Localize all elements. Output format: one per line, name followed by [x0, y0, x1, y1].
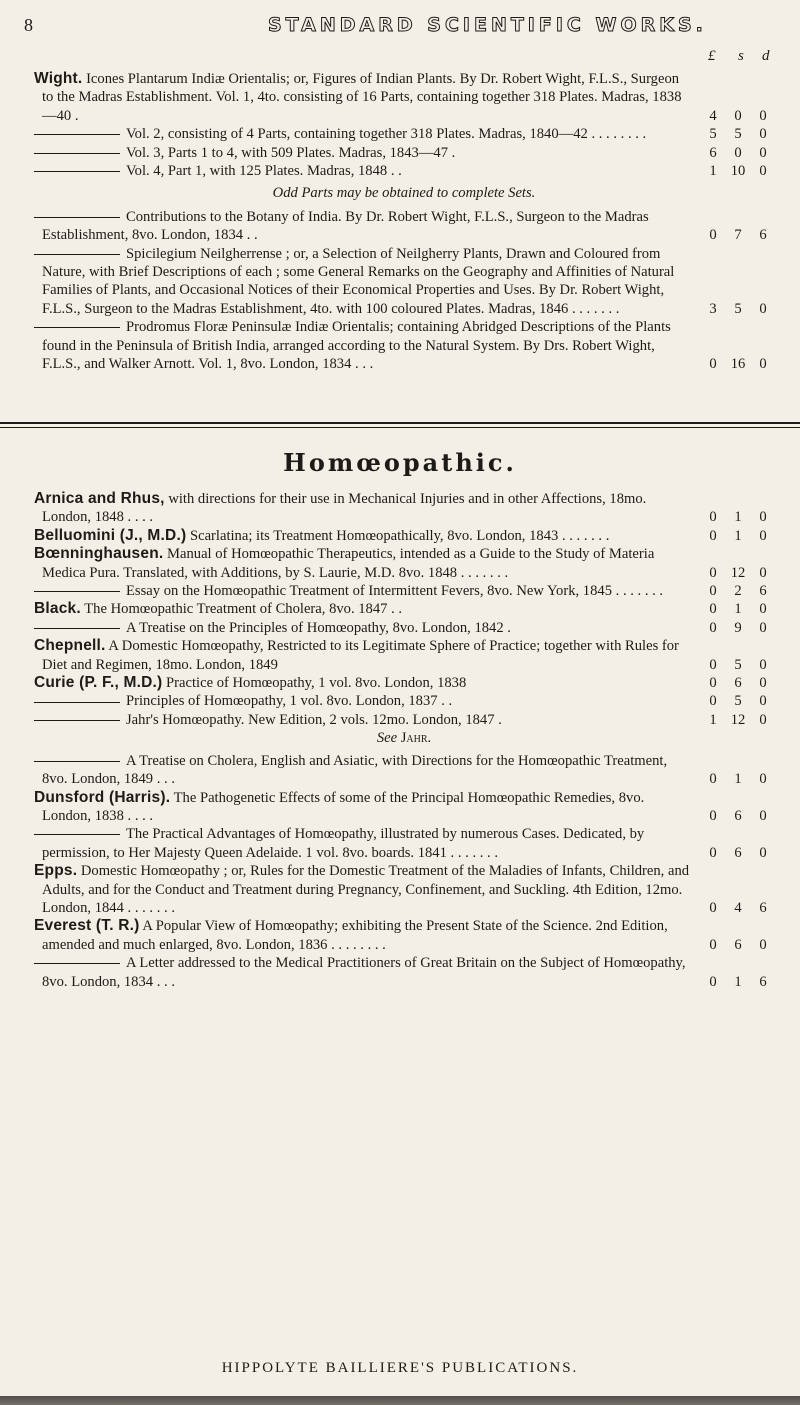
currency-header-pence: d: [762, 48, 770, 64]
entry-description: A Popular View of Homœopathy; exhibiting the Present State of the Science. 2nd Edition, amended and much enlarged, 8vo. London, 1836 . . . . . . . .: [42, 918, 668, 953]
entry-description: Practice of Homœopathy, 1 vol. 8vo. London, 1838: [166, 675, 467, 692]
entry-author: Curie (P. F., M.D.): [34, 674, 163, 692]
entry-text-block: [34, 862, 692, 917]
ditto-dash: [34, 591, 120, 592]
entry-text-block: [34, 692, 692, 710]
price-pence: 0: [759, 356, 767, 373]
price-pence: 0: [759, 844, 767, 861]
section-botany: [34, 70, 774, 374]
price-shillings: 5: [734, 693, 742, 710]
price-pence: 6: [759, 973, 767, 990]
entry-author: Black.: [34, 600, 81, 618]
footer-rule: [0, 1396, 800, 1405]
price-pence: 0: [759, 300, 767, 317]
catalogue-entry: [34, 582, 774, 600]
price-pounds: 0: [709, 227, 717, 244]
ditto-dash: [34, 327, 120, 328]
catalogue-entry: [34, 318, 774, 373]
catalogue-entry: [34, 825, 774, 862]
catalogue-entry: [34, 162, 774, 180]
entry-price: [702, 107, 774, 125]
ditto-dash: [34, 628, 120, 629]
price-pounds: 0: [709, 771, 717, 788]
price-pounds: 1: [709, 163, 717, 180]
ditto-dash: [34, 720, 120, 721]
ditto-dash: [34, 134, 120, 135]
entry-text-block: [34, 825, 692, 862]
entry-author: Everest (T. R.): [34, 917, 140, 935]
price-shillings: 0: [734, 107, 742, 124]
entry-price: [702, 656, 774, 674]
price-shillings: 5: [734, 126, 742, 143]
price-pence: 0: [759, 936, 767, 953]
entry-description: Prodromus Floræ Peninsulæ Indiæ Orientalis; containing Abridged Descriptions of the Plants found in the Peninsula of British India, arranged according to the Natural System. By Drs. Robert Wight, F.L.S., and Walker Arnott. Vol. 1, 8vo. London, 1834 . . .: [42, 319, 671, 373]
price-shillings: 10: [730, 163, 746, 180]
entry-text-block: [34, 619, 692, 637]
see-name: Jahr.: [400, 730, 432, 747]
price-pounds: 0: [709, 844, 717, 861]
entry-price: [702, 564, 774, 582]
entry-description: The Homœopathic Treatment of Cholera, 8vo. 1847 . .: [84, 601, 403, 618]
price-shillings: 9: [734, 619, 742, 636]
entry-text-block: [34, 545, 692, 582]
entry-price: [702, 844, 774, 862]
price-pounds: 0: [709, 527, 717, 544]
see-prefix: See: [376, 730, 398, 747]
entry-author: Wight.: [34, 70, 83, 87]
price-pounds: 0: [709, 509, 717, 526]
entry-price: [702, 508, 774, 526]
price-pounds: 3: [709, 300, 717, 317]
footer-publisher: HIPPOLYTE BAILLIERE'S PUBLICATIONS.: [221, 1360, 579, 1376]
entry-price: [702, 973, 774, 991]
price-pence: 0: [759, 693, 767, 710]
price-shillings: 5: [734, 656, 742, 673]
entry-description: The Pathogenetic Effects of some of the Principal Homœopathic Remedies, 8vo. London, 1838 . . . .: [42, 789, 645, 824]
entry-description: A Letter addressed to the Medical Practitioners of Great Britain on the Subject of Homœopathy, 8vo. London, 1834 . . .: [42, 955, 686, 990]
price-shillings: 6: [734, 807, 742, 824]
entry-description: A Treatise on Cholera, English and Asiatic, with Directions for the Homœopathic Treatment, 8vo. London, 1849 . . .: [42, 752, 668, 788]
entry-text-block: [34, 674, 692, 692]
entry-description: The Practical Advantages of Homœopathy, illustrated by numerous Cases. Dedicated, by permission, to Her Majesty Queen Adelaide. 1 vol. 8vo. boards. 1841 . . . . . . .: [42, 826, 645, 861]
price-pence: 6: [759, 899, 767, 916]
entry-price: [702, 692, 774, 710]
entry-price: [702, 600, 774, 618]
price-pence: 0: [759, 527, 767, 544]
entry-description: A Treatise on the Principles of Homœopathy, 8vo. London, 1842 .: [126, 619, 511, 636]
entry-text-block: [34, 600, 692, 618]
price-pence: 0: [759, 711, 767, 728]
price-pounds: 4: [709, 107, 717, 124]
entry-price: [702, 807, 774, 825]
price-pounds: 0: [709, 936, 717, 953]
entry-description: Domestic Homœopathy ; or, Rules for the Domestic Treatment of the Maladies of Infants, Children, and Adults, and for the Conduct and Treatment during Pregnancy, Confinement, and Suckling. 4th Edition, 12mo. London, 1844 . . . . . . .: [42, 863, 690, 916]
price-shillings: 1: [734, 973, 742, 990]
entry-price: [702, 300, 774, 318]
price-pounds: 0: [709, 564, 717, 581]
entry-description: Essay on the Homœopathic Treatment of Intermittent Fevers, 8vo. New York, 1845 . . . . . . .: [126, 583, 664, 600]
catalogue-entry: [34, 789, 774, 826]
entry-author: Arnica and Rhus,: [34, 490, 165, 507]
ditto-dash: [34, 834, 120, 835]
price-pounds: 0: [709, 899, 717, 916]
catalogue-entry: [34, 619, 774, 637]
entry-text-block: [34, 527, 692, 545]
entry-price: [702, 144, 774, 162]
entry-author: Belluomini (J., M.D.): [34, 526, 187, 544]
price-pence: 0: [759, 509, 767, 526]
entry-text-block: [34, 162, 692, 180]
entry-description: Icones Plantarum Indiæ Orientalis; or, Figures of Indian Plants. By Dr. Robert Wight, F.L.S., Surgeon to the Madras Establishment. Vol. 1, 4to. consisting of 16 Parts, containing together 318 Plates. Madras, 1838—40 .: [42, 71, 682, 124]
catalogue-entry: [34, 245, 774, 319]
cross-reference: [34, 729, 774, 747]
entry-text-block: [34, 144, 692, 162]
entry-text-block: [34, 711, 692, 729]
ditto-dash: [34, 761, 120, 762]
price-pounds: 0: [709, 601, 717, 618]
price-pence: 0: [759, 675, 767, 692]
ditto-dash: [34, 171, 120, 172]
entry-description: Scarlatina; its Treatment Homœopathically, 8vo. London, 1843 . . . . . . .: [189, 527, 610, 544]
entry-description: Principles of Homœopathy, 1 vol. 8vo. London, 1837 . .: [126, 693, 453, 710]
entry-text-block: [34, 637, 692, 674]
ditto-dash: [34, 963, 120, 964]
price-shillings: 4: [734, 899, 742, 916]
entry-description: Jahr's Homœopathy. New Edition, 2 vols. 12mo. London, 1847 .: [126, 711, 502, 728]
entry-text-block: [34, 245, 692, 319]
price-pounds: 0: [709, 807, 717, 824]
catalogue-entry: [34, 917, 774, 954]
entry-text-block: [34, 582, 692, 600]
ditto-dash: [34, 153, 120, 154]
page-number: 8: [24, 15, 33, 35]
entry-price: [702, 770, 774, 788]
price-shillings: 7: [734, 227, 742, 244]
section-homoeopathic: [34, 490, 774, 991]
price-pounds: 1: [709, 711, 717, 728]
entry-price: [702, 711, 774, 729]
catalogue-entry: [34, 490, 774, 527]
price-pence: 0: [759, 564, 767, 581]
entry-price: [702, 226, 774, 244]
price-shillings: 12: [730, 564, 746, 581]
catalogue-entry: [34, 545, 774, 582]
price-pence: 0: [759, 656, 767, 673]
price-pounds: 0: [709, 675, 717, 692]
entry-description: Manual of Homœopathic Therapeutics, intended as a Guide to the Study of Materia Medica Pura. Translated, with Additions, by S. Laurie, M.D. 8vo. 1848 . . . . . . .: [42, 546, 655, 581]
currency-header-shillings: s: [738, 48, 744, 64]
price-pounds: 0: [709, 693, 717, 710]
price-shillings: 6: [734, 675, 742, 692]
price-pounds: 5: [709, 126, 717, 143]
entry-price: [702, 527, 774, 545]
series-title: STANDARD SCIENTIFIC WORKS.: [268, 14, 707, 36]
price-shillings: 6: [734, 844, 742, 861]
price-pounds: 0: [709, 973, 717, 990]
entry-text-block: [34, 954, 692, 991]
price-shillings: 0: [734, 144, 742, 161]
price-shillings: 1: [734, 527, 742, 544]
entry-price: [702, 125, 774, 143]
catalogue-entry: [34, 144, 774, 162]
catalogue-entry: [34, 752, 774, 789]
price-pence: 0: [759, 619, 767, 636]
price-pence: 0: [759, 771, 767, 788]
entry-price: [702, 355, 774, 373]
entry-description: Vol. 3, Parts 1 to 4, with 509 Plates. Madras, 1843—47 .: [126, 144, 456, 161]
price-pence: 0: [759, 144, 767, 161]
entry-description: A Domestic Homœopathy, Restricted to its Legitimate Sphere of Practice; together with Rules for Diet and Regimen, 18mo. London, 1849: [42, 638, 679, 673]
price-pence: 6: [759, 583, 767, 600]
price-pounds: 6: [709, 144, 717, 161]
price-shillings: 5: [734, 300, 742, 317]
catalogue-entry: [34, 692, 774, 710]
price-shillings: 2: [734, 583, 742, 600]
price-pence: 6: [759, 227, 767, 244]
ditto-dash: [34, 217, 120, 218]
price-pence: 0: [759, 601, 767, 618]
price-shillings: 16: [730, 356, 746, 373]
entry-price: [702, 936, 774, 954]
price-pounds: 0: [709, 619, 717, 636]
odd-parts-heading: Odd Parts may be obtained to complete Sets.: [272, 185, 536, 202]
price-pence: 0: [759, 107, 767, 124]
entry-author: Epps.: [34, 862, 78, 880]
price-shillings: 1: [734, 509, 742, 526]
price-pence: 0: [759, 163, 767, 180]
catalogue-entry: [34, 862, 774, 917]
section-title-homoeopathic: Homœopathic.: [283, 448, 517, 477]
catalogue-entry: [34, 674, 774, 692]
catalogue-entry: [34, 954, 774, 991]
price-pounds: 0: [709, 656, 717, 673]
entry-description: Vol. 2, consisting of 4 Parts, containing together 318 Plates. Madras, 1840—42 . . . . . . . .: [126, 126, 647, 143]
entry-price: [702, 619, 774, 637]
currency-header-pounds: £: [708, 48, 716, 64]
entry-description: Contributions to the Botany of India. By Dr. Robert Wight, F.L.S., Surgeon to the Madras Establishment, 8vo. London, 1834 . .: [42, 208, 649, 244]
price-shillings: 12: [730, 711, 746, 728]
catalogue-entry: [34, 125, 774, 143]
price-shillings: 6: [734, 936, 742, 953]
entry-text-block: [34, 789, 692, 826]
price-pounds: 0: [709, 583, 717, 600]
entry-text-block: [34, 318, 692, 373]
entry-author: Chepnell.: [34, 637, 106, 655]
entry-description: with directions for their use in Mechanical Injuries and in other Affections, 18mo. London, 1848 . . . .: [42, 491, 647, 526]
entry-price: [702, 899, 774, 917]
entry-description: Spicilegium Neilgherrense ; or, a Selection of Neilgherry Plants, Drawn and Coloured from Nature, with Brief Descriptions of each ; some General Remarks on the Geography and Affinities of Natural Families of Plants, and Occasional Notices of their Economical Properties and Uses. By Dr. Robert Wight, F.L.S., Surgeon to the Madras Establishment, 4to. with 100 coloured Plates. Madras, 1846 . . . . . . .: [42, 245, 675, 317]
entry-text-block: [34, 208, 692, 245]
entry-description: Vol. 4, Part 1, with 125 Plates. Madras, 1848 . .: [126, 163, 402, 180]
catalogue-entry: [34, 527, 774, 545]
price-shillings: 1: [734, 771, 742, 788]
entry-text-block: [34, 917, 692, 954]
catalogue-entry: [34, 600, 774, 618]
entry-text-block: [34, 490, 692, 527]
entry-price: [702, 582, 774, 600]
entry-author: Bœnninghausen.: [34, 545, 164, 563]
catalogue-entry: [34, 208, 774, 245]
ditto-dash: [34, 254, 120, 255]
entry-text-block: [34, 752, 692, 789]
price-shillings: 1: [734, 601, 742, 618]
price-pence: 0: [759, 807, 767, 824]
section-divider: [0, 422, 800, 428]
catalogue-entry: [34, 70, 774, 125]
catalogue-entry: [34, 637, 774, 674]
ditto-dash: [34, 702, 120, 703]
price-pounds: 0: [709, 356, 717, 373]
entry-price: [702, 162, 774, 180]
entry-author: Dunsford (Harris).: [34, 788, 171, 806]
entry-price: [702, 674, 774, 692]
entry-text-block: [34, 70, 692, 125]
entry-text-block: [34, 125, 692, 143]
price-pence: 0: [759, 126, 767, 143]
catalogue-entry: [34, 711, 774, 729]
